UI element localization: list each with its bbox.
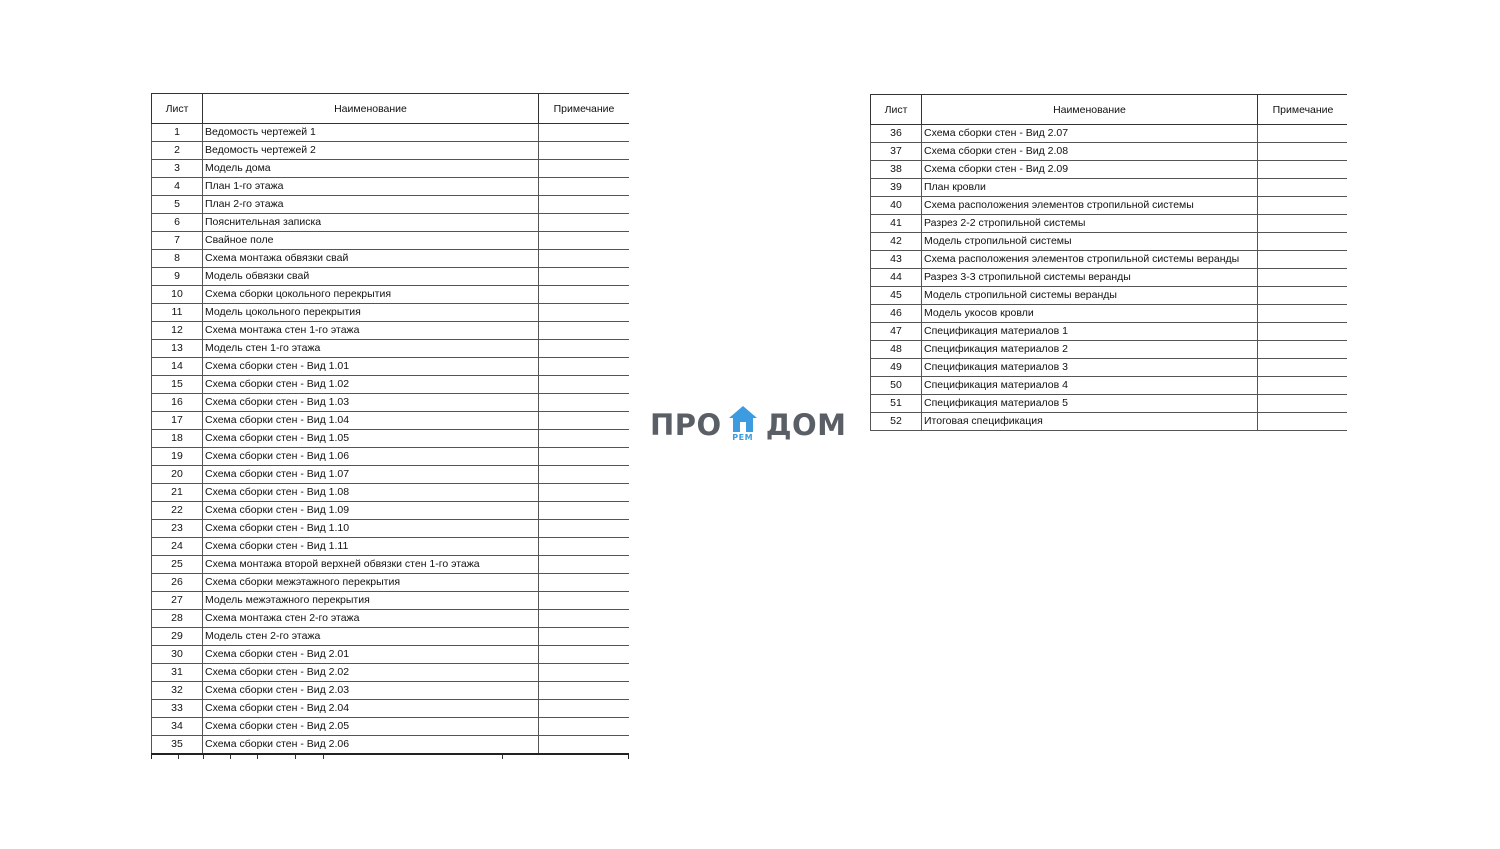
sheet-number: 46 (871, 305, 922, 323)
sheet-name: Модель укосов кровли (922, 305, 1258, 323)
table-row (152, 196, 630, 214)
sheet-number: 15 (152, 376, 203, 394)
sheet-number: 35 (152, 736, 203, 755)
table-row (871, 377, 1348, 395)
sheet-note (1258, 395, 1348, 413)
sheet-number: 40 (871, 197, 922, 215)
table-row (152, 736, 630, 755)
table-row (152, 538, 630, 556)
sheet-number: 37 (871, 143, 922, 161)
drawings-list-sheet-2 (870, 94, 1347, 436)
sheet-note (1258, 377, 1348, 395)
sheet-name: Модель цокольного перекрытия (203, 304, 539, 322)
table-row (871, 305, 1348, 323)
sheet-number: 20 (152, 466, 203, 484)
sheet-note (539, 286, 630, 304)
sheet-number: 45 (871, 287, 922, 305)
sheet-name: Спецификация материалов 4 (922, 377, 1258, 395)
header-sheet: Лист (871, 95, 922, 125)
sheet-note (539, 160, 630, 178)
sheet-note (1258, 305, 1348, 323)
sheet-note (539, 268, 630, 286)
sheet-note (539, 484, 630, 502)
sheet-number: 6 (152, 214, 203, 232)
sheet-name: Пояснительная записка (203, 214, 539, 232)
sheet-name: План 1-го этажа (203, 178, 539, 196)
table-row (152, 304, 630, 322)
sheet-note (539, 502, 630, 520)
sheet-number: 34 (152, 718, 203, 736)
sheet-name: Схема монтажа обвязки свай (203, 250, 539, 268)
sheet-name: Схема сборки стен - Вид 1.04 (203, 412, 539, 430)
table-row (152, 412, 630, 430)
sheet-name: Разрез 2-2 стропильной системы (922, 215, 1258, 233)
sheet-note (539, 250, 630, 268)
sheet-note (539, 736, 630, 755)
sheet-note (1258, 413, 1348, 431)
table-row (152, 394, 630, 412)
sheet-note (1258, 143, 1348, 161)
sheet-name: Схема сборки стен - Вид 2.01 (203, 646, 539, 664)
sheet-name: Спецификация материалов 2 (922, 341, 1258, 359)
sheet-note (539, 376, 630, 394)
sheet-note (1258, 251, 1348, 269)
table-row (871, 233, 1348, 251)
table-row (871, 179, 1348, 197)
table-header-row (152, 94, 630, 124)
sheet-number: 44 (871, 269, 922, 287)
sheet-note (1258, 287, 1348, 305)
table-row (871, 161, 1348, 179)
table-row (871, 413, 1348, 431)
sheet-name: Разрез 3-3 стропильной системы веранды (922, 269, 1258, 287)
table-row (871, 323, 1348, 341)
sheet-note (1258, 269, 1348, 287)
drawings-table-left (151, 93, 629, 755)
sheet-name: Схема сборки стен - Вид 1.03 (203, 394, 539, 412)
sheet-name: Схема сборки межэтажного перекрытия (203, 574, 539, 592)
header-sheet: Лист (152, 94, 203, 124)
sheet-number: 39 (871, 179, 922, 197)
sheet-name: Схема сборки стен - Вид 1.10 (203, 520, 539, 538)
table-row (152, 178, 630, 196)
sheet-name: Модель стропильной системы веранды (922, 287, 1258, 305)
sheet-name: Схема сборки стен - Вид 2.02 (203, 664, 539, 682)
sheet-name: Схема сборки стен - Вид 2.08 (922, 143, 1258, 161)
table-row (871, 251, 1348, 269)
sheet-name: Модель стен 2-го этажа (203, 628, 539, 646)
sheet-note (1258, 233, 1348, 251)
sheet-name: Схема сборки стен - Вид 1.11 (203, 538, 539, 556)
sheet-note (539, 430, 630, 448)
sheet-note (539, 682, 630, 700)
sheet-name: Спецификация материалов 5 (922, 395, 1258, 413)
sheet-number: 13 (152, 340, 203, 358)
sheet-name: Схема сборки стен - Вид 2.07 (922, 125, 1258, 143)
table-row (871, 269, 1348, 287)
sheet-note (1258, 161, 1348, 179)
sheet-note (1258, 215, 1348, 233)
sheet-number: 3 (152, 160, 203, 178)
table-row (152, 214, 630, 232)
sheet-number: 11 (152, 304, 203, 322)
sheet-number: 51 (871, 395, 922, 413)
sheet-name: Схема сборки стен - Вид 1.02 (203, 376, 539, 394)
table-row (152, 250, 630, 268)
sheet-number: 41 (871, 215, 922, 233)
sheet-note (539, 646, 630, 664)
sheet-number: 43 (871, 251, 922, 269)
sheet-note (539, 466, 630, 484)
sheet-note (1258, 323, 1348, 341)
sheet-name: Свайное поле (203, 232, 539, 250)
table-row (871, 359, 1348, 377)
sheet-note (539, 574, 630, 592)
table-row (152, 556, 630, 574)
table-row (871, 287, 1348, 305)
drawings-list-sheet-1 (151, 93, 629, 759)
sheet-number: 52 (871, 413, 922, 431)
sheet-note (539, 664, 630, 682)
header-note: Примечание (1258, 95, 1348, 125)
sheet-number: 4 (152, 178, 203, 196)
table-row (152, 628, 630, 646)
table-row (152, 232, 630, 250)
sheet-name: Схема сборки стен - Вид 2.09 (922, 161, 1258, 179)
sheet-number: 16 (152, 394, 203, 412)
table-row (152, 484, 630, 502)
sheet-number: 18 (152, 430, 203, 448)
sheet-note (539, 520, 630, 538)
sheet-note (539, 304, 630, 322)
sheet-note (539, 718, 630, 736)
sheet-name: Ведомость чертежей 1 (203, 124, 539, 142)
sheet-number: 14 (152, 358, 203, 376)
header-name: Наименование (203, 94, 539, 124)
table-row (871, 395, 1348, 413)
sheet-note (539, 610, 630, 628)
sheet-note (539, 178, 630, 196)
sheet-note (539, 124, 630, 142)
sheet-note (539, 196, 630, 214)
table-row (152, 574, 630, 592)
sheet-name: Схема сборки цокольного перекрытия (203, 286, 539, 304)
table-row (152, 268, 630, 286)
header-name: Наименование (922, 95, 1258, 125)
sheet-name: Схема сборки стен - Вид 2.05 (203, 718, 539, 736)
table-row (152, 502, 630, 520)
sheet-note (1258, 341, 1348, 359)
sheet-name: Схема сборки стен - Вид 1.06 (203, 448, 539, 466)
sheet-number: 19 (152, 448, 203, 466)
table-row (152, 592, 630, 610)
sheet-name: Схема монтажа стен 2-го этажа (203, 610, 539, 628)
header-note: Примечание (539, 94, 630, 124)
sheet-number: 10 (152, 286, 203, 304)
sheet-note (539, 214, 630, 232)
sheet-number: 38 (871, 161, 922, 179)
sheet-number: 22 (152, 502, 203, 520)
sheet-number: 28 (152, 610, 203, 628)
sheet-number: 26 (152, 574, 203, 592)
table-row (871, 143, 1348, 161)
title-block-stamp (151, 755, 629, 759)
logo-text-rem: РЕМ (732, 433, 754, 442)
sheet-note (539, 232, 630, 250)
sheet-number: 50 (871, 377, 922, 395)
sheet-name: Модель дома (203, 160, 539, 178)
table-row (152, 160, 630, 178)
table-row (871, 125, 1348, 143)
sheet-number: 21 (152, 484, 203, 502)
table-row (152, 700, 630, 718)
sheet-note (539, 556, 630, 574)
table-row (152, 646, 630, 664)
sheet-name: Схема сборки стен - Вид 1.05 (203, 430, 539, 448)
table-row (871, 197, 1348, 215)
sheet-number: 42 (871, 233, 922, 251)
sheet-note (539, 538, 630, 556)
sheet-name: План 2-го этажа (203, 196, 539, 214)
table-row (152, 520, 630, 538)
table-header-row (871, 95, 1348, 125)
sheet-number: 32 (152, 682, 203, 700)
sheet-name: Схема сборки стен - Вид 2.04 (203, 700, 539, 718)
sheet-name: Спецификация материалов 3 (922, 359, 1258, 377)
sheet-number: 23 (152, 520, 203, 538)
sheet-number: 17 (152, 412, 203, 430)
sheet-note (1258, 197, 1348, 215)
table-row (871, 341, 1348, 359)
sheet-number: 7 (152, 232, 203, 250)
sheet-note (539, 394, 630, 412)
sheet-number: 29 (152, 628, 203, 646)
sheet-name: Модель стропильной системы (922, 233, 1258, 251)
sheet-number: 47 (871, 323, 922, 341)
logo-text-dom: ДОМ (765, 408, 847, 442)
sheet-note (539, 700, 630, 718)
sheet-name: Ведомость чертежей 2 (203, 142, 539, 160)
sheet-note (539, 628, 630, 646)
table-row (152, 610, 630, 628)
sheet-number: 49 (871, 359, 922, 377)
sheet-name: Схема сборки стен - Вид 2.06 (203, 736, 539, 755)
logo-text-pro: ПРО (650, 408, 722, 442)
table-row (152, 718, 630, 736)
sheet-note (1258, 125, 1348, 143)
sheet-number: 48 (871, 341, 922, 359)
sheet-number: 24 (152, 538, 203, 556)
sheet-name: Схема расположения элементов стропильной системы (922, 197, 1258, 215)
table-row (152, 682, 630, 700)
sheet-number: 25 (152, 556, 203, 574)
sheet-name: Схема монтажа стен 1-го этажа (203, 322, 539, 340)
sheet-note (539, 448, 630, 466)
table-row (152, 358, 630, 376)
sheet-name: Схема сборки стен - Вид 1.09 (203, 502, 539, 520)
sheet-number: 36 (871, 125, 922, 143)
sheet-name: Модель обвязки свай (203, 268, 539, 286)
sheet-note (1258, 359, 1348, 377)
sheet-number: 1 (152, 124, 203, 142)
sheet-number: 5 (152, 196, 203, 214)
sheet-name: Схема сборки стен - Вид 1.01 (203, 358, 539, 376)
sheet-name: Схема монтажа второй верхней обвязки стен 1-го этажа (203, 556, 539, 574)
sheet-number: 27 (152, 592, 203, 610)
sheet-name: Схема расположения элементов стропильной системы веранды (922, 251, 1258, 269)
sheet-number: 30 (152, 646, 203, 664)
sheet-note (539, 412, 630, 430)
sheet-name: Итоговая спецификация (922, 413, 1258, 431)
sheet-name: План кровли (922, 179, 1258, 197)
table-row (152, 466, 630, 484)
sheet-number: 2 (152, 142, 203, 160)
table-row (152, 340, 630, 358)
sheet-note (539, 592, 630, 610)
drawings-table-right (870, 94, 1347, 431)
sheet-name: Спецификация материалов 1 (922, 323, 1258, 341)
sheet-number: 33 (152, 700, 203, 718)
sheet-note (539, 340, 630, 358)
sheet-note (539, 358, 630, 376)
table-row (152, 142, 630, 160)
sheet-name: Схема сборки стен - Вид 1.07 (203, 466, 539, 484)
sheet-name: Модель межэтажного перекрытия (203, 592, 539, 610)
sheet-note (539, 142, 630, 160)
table-row (871, 215, 1348, 233)
sheet-number: 31 (152, 664, 203, 682)
sheet-note (539, 322, 630, 340)
pro-dom-logo (650, 404, 850, 446)
table-row (152, 430, 630, 448)
sheet-number: 9 (152, 268, 203, 286)
house-icon (726, 405, 760, 445)
table-row (152, 376, 630, 394)
sheet-name: Модель стен 1-го этажа (203, 340, 539, 358)
sheet-number: 8 (152, 250, 203, 268)
table-row (152, 664, 630, 682)
sheet-name: Схема сборки стен - Вид 1.08 (203, 484, 539, 502)
table-row (152, 322, 630, 340)
table-row (152, 286, 630, 304)
sheet-number: 12 (152, 322, 203, 340)
table-row (152, 448, 630, 466)
sheet-name: Схема сборки стен - Вид 2.03 (203, 682, 539, 700)
table-row (152, 124, 630, 142)
sheet-note (1258, 179, 1348, 197)
